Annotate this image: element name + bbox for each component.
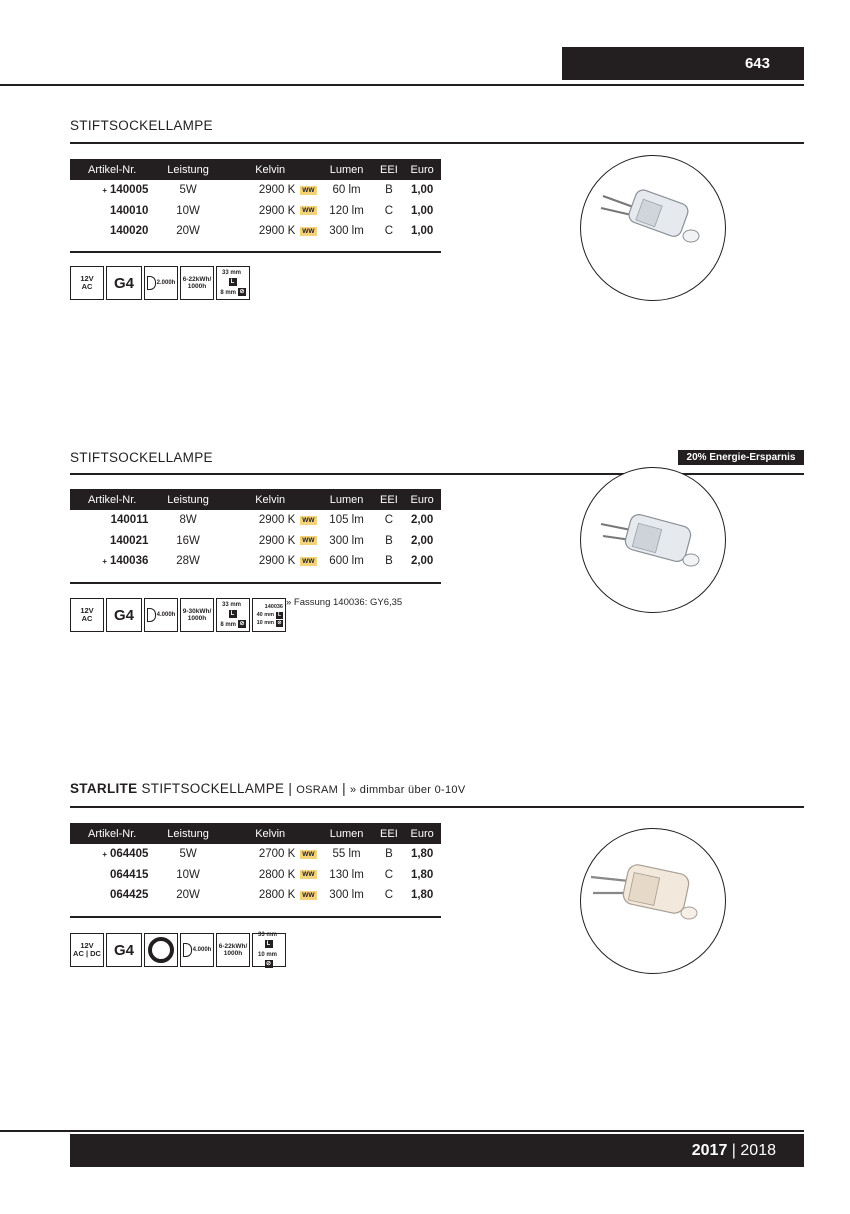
dimensions-icon: 33 mmL 10 mm⊘ (252, 933, 286, 967)
lumen: 300 lm (329, 534, 364, 547)
socket-icon: G4 (106, 266, 142, 300)
table-header-row (70, 489, 441, 510)
eei: C (384, 204, 394, 217)
kelvin: 2700 K WW (258, 848, 315, 861)
top-rule (0, 84, 804, 86)
title-text: STIFTSOCKELLAMPE (141, 781, 285, 796)
section-3-table (70, 823, 441, 906)
price: 2,00 (410, 555, 434, 568)
bulb-icon (147, 608, 156, 622)
socket-note: » Fassung 140036: GY6,35 (286, 597, 403, 608)
dimensions-140036-icon: 140036 40 mm L 10 mm ⊘ (252, 598, 286, 632)
price: 1,00 (410, 204, 434, 217)
col-header-lumen: Lumen (319, 489, 375, 510)
article-number: 064425 (109, 889, 149, 902)
ww-badge: WW (302, 227, 315, 235)
section-2-table (70, 489, 441, 572)
wattage: 5W (179, 184, 197, 197)
table-row (70, 180, 441, 201)
price: 1,80 (410, 889, 434, 902)
section-1-table-rule (70, 251, 441, 253)
table-row (70, 201, 441, 222)
energy-icon: 9-30kWh/ 1000h (180, 598, 214, 632)
price: 1,00 (410, 184, 434, 197)
lumen: 600 lm (329, 555, 364, 568)
lumen: 55 lm (332, 848, 361, 861)
section-1-title: STIFTSOCKELLAMPE (70, 118, 213, 133)
ww-badge: WW (302, 516, 315, 524)
voltage-icon: 12V AC (70, 598, 104, 632)
wattage: 10W (176, 204, 200, 217)
product-image-3 (580, 828, 726, 974)
article-number: + 064405 (102, 848, 149, 861)
wattage: 20W (176, 225, 200, 238)
table-row (70, 221, 441, 242)
footer-separator: | (731, 1142, 736, 1159)
starlite-label: STARLITE (70, 781, 138, 796)
table-header-row (70, 159, 441, 180)
section-2-title: STIFTSOCKELLAMPE (70, 450, 213, 465)
col-header-leistung: Leistung (154, 823, 221, 844)
ww-badge: WW (302, 871, 315, 879)
article-number: 140021 (109, 534, 149, 547)
wattage: 20W (176, 889, 200, 902)
ww-badge: WW (302, 537, 315, 545)
table-row (70, 844, 441, 865)
table-row (70, 551, 441, 572)
lifetime-icon: 2.000h (144, 266, 178, 300)
article-number: 064415 (109, 868, 149, 881)
dimensions-icon: 33 mmL 8 mm ⊘ (216, 598, 250, 632)
wattage: 8W (179, 514, 197, 527)
lifetime-icon: 4.000h (144, 598, 178, 632)
footer-bar (70, 1134, 804, 1167)
dimensions-icon: 33 mmL 8 mm ⊘ (216, 266, 250, 300)
col-header-leistung: Leistung (154, 159, 221, 180)
col-header-kelvin: Kelvin (222, 159, 319, 180)
halogen-bulb-icon (581, 156, 726, 301)
ww-badge: WW (302, 891, 315, 899)
col-header-eei: EEI (375, 159, 404, 180)
dimmable-note: » dimmbar über 0-10V (350, 784, 466, 796)
eei: C (384, 889, 394, 902)
col-header-artikel: Artikel-Nr. (70, 159, 154, 180)
wattage: 28W (176, 555, 200, 568)
footer-year-current: 2017 (691, 1142, 728, 1159)
col-header-kelvin: Kelvin (222, 489, 319, 510)
halogen-bulb-icon (581, 468, 726, 613)
wattage: 16W (176, 534, 200, 547)
kelvin: 2900 K WW (258, 555, 315, 568)
table-header-row (70, 823, 441, 844)
energy-icon: 6-22kWh/ 1000h (180, 266, 214, 300)
price: 1,80 (410, 868, 434, 881)
dimmable-icon (144, 933, 178, 967)
energy-saving-badge: 20% Energie-Ersparnis (678, 450, 804, 465)
voltage-icon: 12V AC (70, 266, 104, 300)
section-3-title (70, 781, 465, 796)
section-3-table-rule (70, 916, 441, 918)
col-header-artikel: Artikel-Nr. (70, 823, 154, 844)
product-image-1 (580, 155, 726, 301)
section-1-icons (70, 266, 250, 300)
lumen: 105 lm (329, 514, 364, 527)
table-row (70, 865, 441, 886)
col-header-eei: EEI (375, 489, 404, 510)
lumen: 130 lm (329, 868, 364, 881)
col-header-lumen: Lumen (319, 823, 375, 844)
socket-icon: G4 (106, 598, 142, 632)
section-1-rule (70, 142, 804, 144)
col-header-lumen: Lumen (319, 159, 375, 180)
price: 1,80 (410, 848, 434, 861)
lumen: 300 lm (329, 889, 364, 902)
bulb-icon (183, 943, 192, 957)
price: 2,00 (410, 514, 434, 527)
brand-label: OSRAM (296, 784, 339, 796)
article-number: + 140005 (102, 184, 149, 197)
voltage-icon: 12V AC | DC (70, 933, 104, 967)
section-2-rule (70, 473, 804, 475)
kelvin: 2900 K WW (258, 534, 315, 547)
section-3-icons (70, 933, 286, 967)
footer-year-next: 2018 (740, 1142, 776, 1159)
section-2-table-rule (70, 582, 441, 584)
eei: B (385, 555, 393, 568)
separator: | (288, 781, 293, 796)
article-number: 140020 (109, 225, 149, 238)
col-header-leistung: Leistung (154, 489, 221, 510)
ww-badge: WW (302, 557, 315, 565)
kelvin: 2800 K WW (258, 868, 315, 881)
eei: C (384, 514, 394, 527)
eei: C (384, 868, 394, 881)
article-number: 140011 (110, 514, 149, 527)
section-1-table (70, 159, 441, 242)
kelvin: 2900 K WW (258, 184, 315, 197)
ww-badge: WW (302, 186, 315, 194)
ww-badge: WW (302, 850, 315, 858)
table-row (70, 885, 441, 906)
eei: B (385, 848, 393, 861)
bulb-icon (147, 276, 156, 290)
eei: C (384, 225, 394, 238)
socket-icon: G4 (106, 933, 142, 967)
separator: | (342, 781, 346, 796)
table-row (70, 510, 441, 531)
lumen: 120 lm (329, 204, 364, 217)
kelvin: 2900 K WW (258, 225, 315, 238)
article-number: + 140036 (102, 555, 149, 568)
col-header-artikel: Artikel-Nr. (70, 489, 154, 510)
col-header-euro: Euro (403, 823, 441, 844)
kelvin: 2900 K WW (258, 204, 315, 217)
wattage: 10W (176, 868, 200, 881)
col-header-euro: Euro (403, 159, 441, 180)
eei: B (385, 184, 393, 197)
lifetime-icon: 4.000h (180, 933, 214, 967)
page-number: 643 (562, 47, 804, 80)
article-number: 140010 (109, 204, 149, 217)
col-header-euro: Euro (403, 489, 441, 510)
price: 1,00 (410, 225, 434, 238)
halogen-bulb-icon (581, 829, 726, 974)
table-row (70, 531, 441, 552)
kelvin: 2800 K WW (258, 889, 315, 902)
footer-rule (0, 1130, 804, 1132)
lumen: 300 lm (329, 225, 364, 238)
ww-badge: WW (302, 207, 315, 215)
eei: B (385, 534, 393, 547)
wattage: 5W (179, 848, 197, 861)
col-header-eei: EEI (375, 823, 404, 844)
kelvin: 2900 K WW (258, 514, 315, 527)
section-3-rule (70, 806, 804, 808)
lumen: 60 lm (332, 184, 361, 197)
section-2-icons (70, 598, 286, 632)
col-header-kelvin: Kelvin (222, 823, 319, 844)
energy-icon: 6-22kWh/ 1000h (216, 933, 250, 967)
product-image-2 (580, 467, 726, 613)
price: 2,00 (410, 534, 434, 547)
